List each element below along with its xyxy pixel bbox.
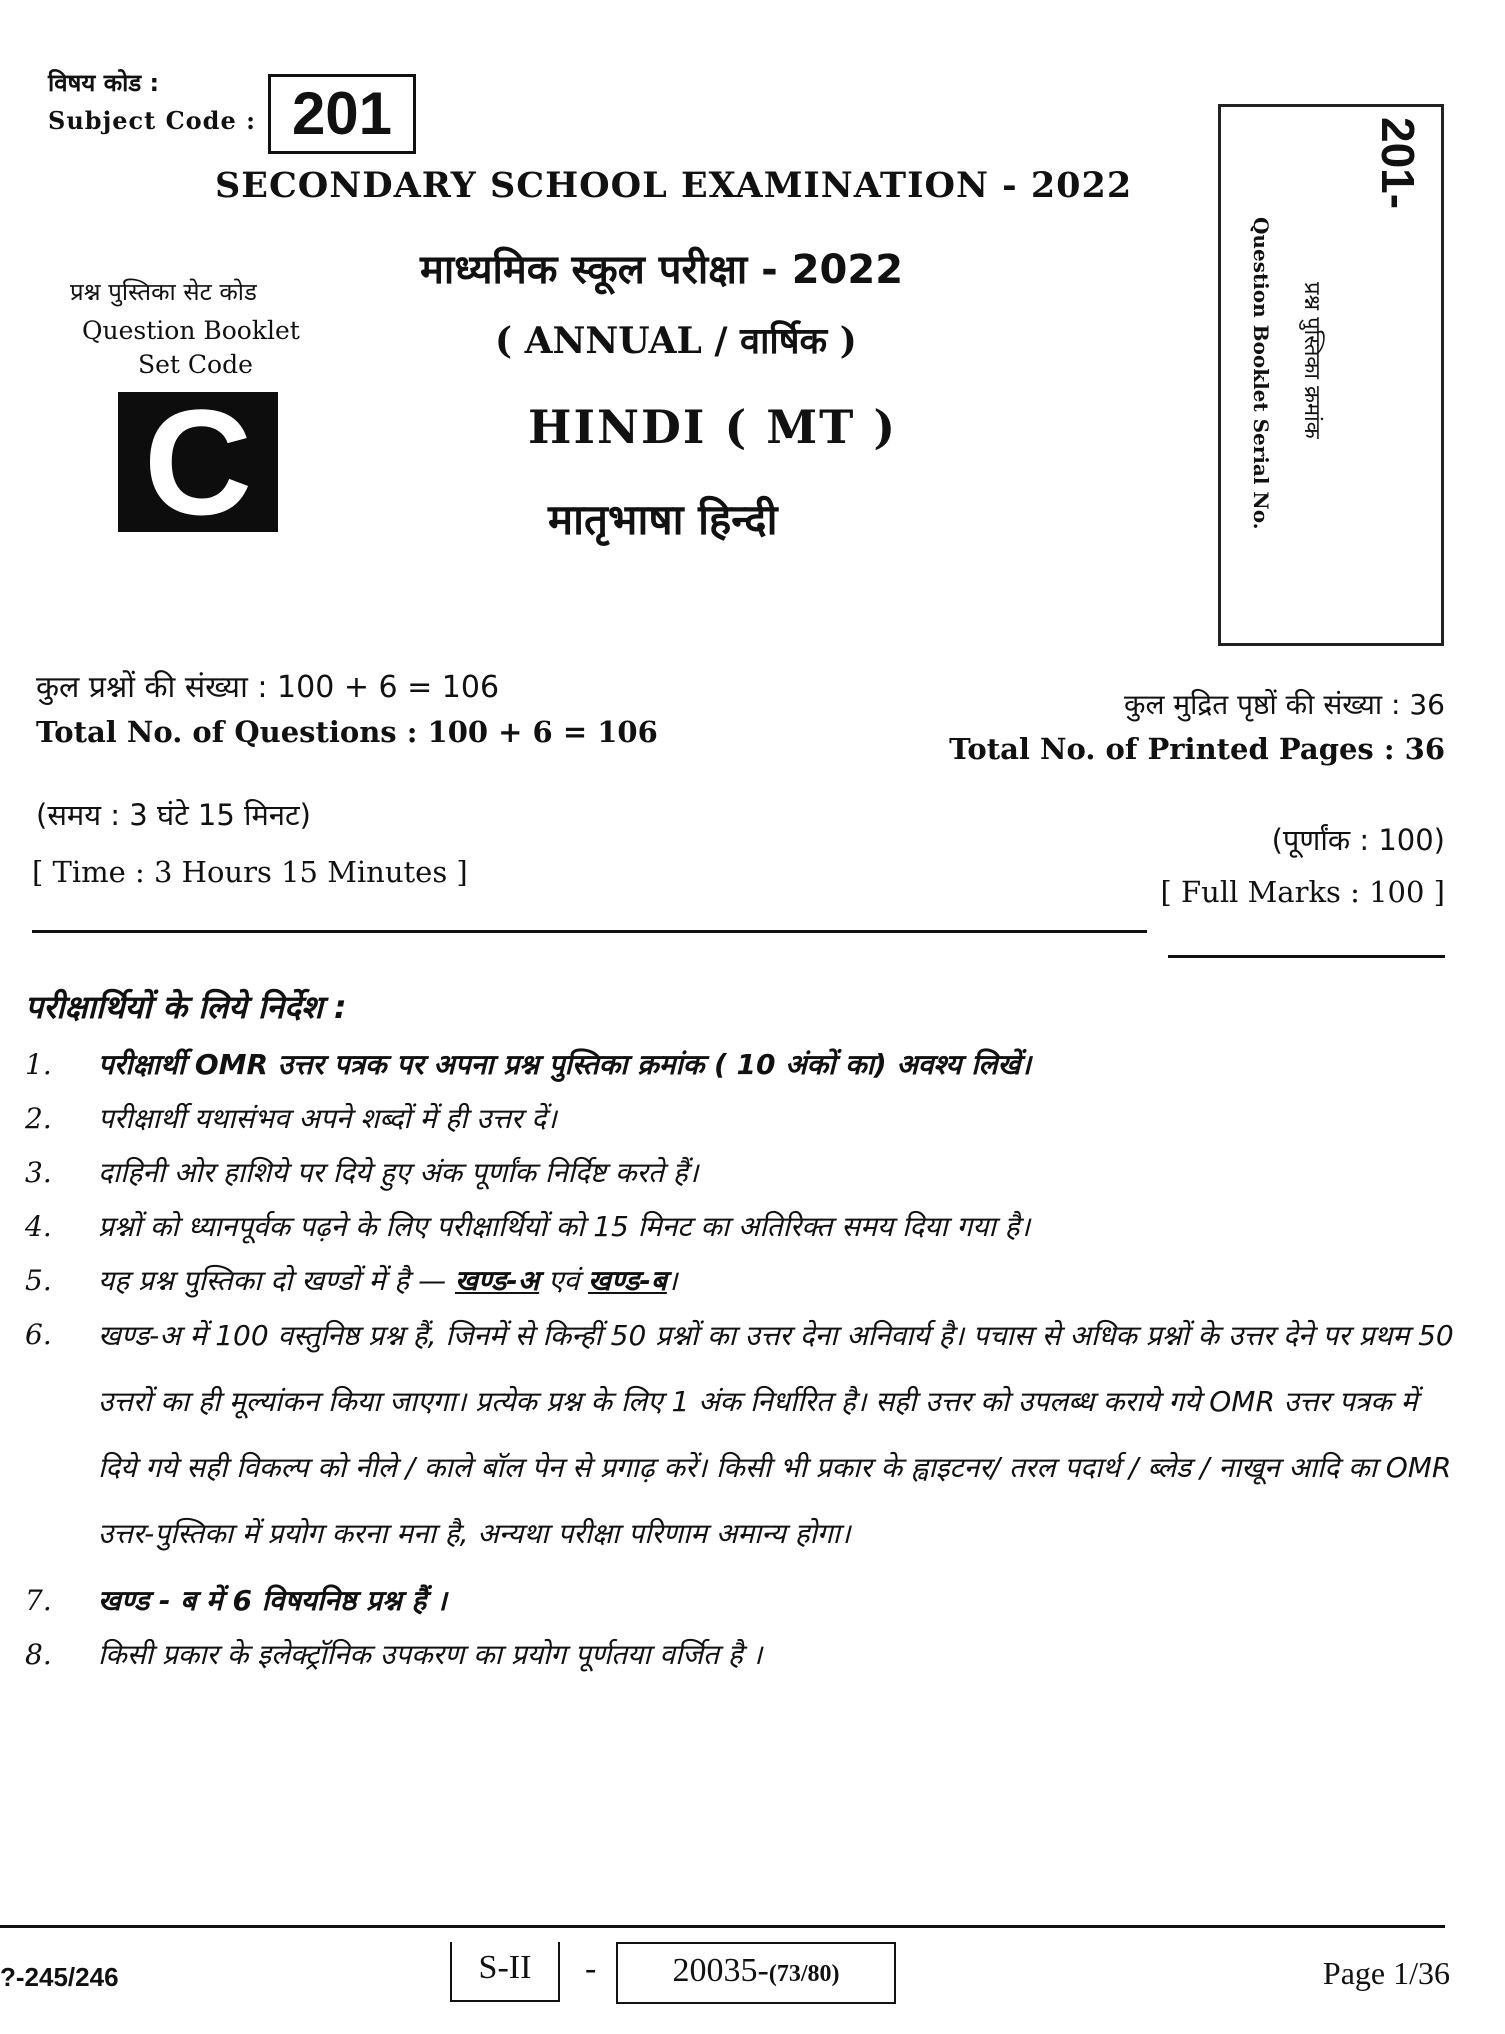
set-code-label-line1: Question Booklet bbox=[82, 316, 300, 345]
instruction-number: 6. bbox=[25, 1318, 52, 1351]
total-pages: Total No. of Printed Pages : 36 bbox=[949, 732, 1445, 766]
subject-code-box: 201 bbox=[268, 74, 416, 154]
exam-title: SECONDARY SCHOOL EXAMINATION - 2022 bbox=[215, 165, 1133, 206]
set-code-label-line2: Set Code bbox=[138, 350, 253, 379]
subject-name-hindi: मातृभाषा हिन्दी bbox=[548, 495, 778, 544]
footer-dash: - bbox=[585, 1950, 597, 1987]
divider bbox=[32, 930, 1147, 933]
instruction-number: 5. bbox=[25, 1264, 52, 1297]
booklet-subcode: (73/80) bbox=[768, 1961, 840, 1987]
serial-number: 201- bbox=[1372, 117, 1424, 210]
serial-number-box bbox=[1218, 104, 1444, 646]
instruction-item bbox=[0, 1261, 1460, 1301]
subject-code-label-hindi: विषय कोड : bbox=[48, 69, 160, 97]
instruction-item bbox=[0, 1153, 1460, 1193]
footer-code: ?-245/246 bbox=[0, 1962, 119, 1992]
text-fragment: । bbox=[666, 1264, 678, 1297]
instruction-number: 3. bbox=[25, 1156, 52, 1189]
instruction-item bbox=[0, 1045, 1460, 1085]
divider bbox=[1168, 955, 1445, 958]
set-code-label-hindi: प्रश्न पुस्तिका सेट कोड bbox=[70, 278, 257, 306]
booklet-code: 20035- bbox=[672, 1952, 769, 1989]
exam-type: ( ANNUAL / वार्षिक ) bbox=[495, 320, 857, 362]
booklet-code-box bbox=[616, 1942, 896, 2004]
footer-divider bbox=[0, 1925, 1445, 1928]
instruction-number: 7. bbox=[25, 1584, 52, 1617]
instruction-item bbox=[0, 1635, 1460, 1675]
time-hindi: (समय : 3 घंटे 15 मिनट) bbox=[36, 798, 311, 832]
instruction-number: 2. bbox=[25, 1102, 52, 1135]
part-a-label: खण्ड-अ bbox=[454, 1264, 540, 1297]
instruction-text bbox=[98, 1261, 1460, 1301]
total-questions-hindi: कुल प्रश्नों की संख्या : 100 + 6 = 106 bbox=[36, 670, 500, 705]
instruction-text: परीक्षार्थी OMR उत्तर पत्रक पर अपना प्रश्न पुस्तिका क्रमांक ( 10 अंकों का) अवश्य लिखें। bbox=[98, 1048, 1032, 1081]
instructions-heading: परीक्षार्थियों के लिये निर्देश : bbox=[25, 988, 347, 1026]
instruction-item bbox=[0, 1207, 1460, 1247]
instruction-text: खण्ड-अ में 100 वस्तुनिष्ठ प्रश्न हैं, जिनमें से किन्हीं 50 प्रश्नों का उत्तर देना अनिवार्य है। पचास से अधिक प्रश्नों के उत्तर देने पर प्रथम 50 उत्तरों का ही मूल्यांकन किया जाएगा। प्रत्येक प्रश्न के लिए 1 अंक निर्धारित है। सही उत्तर को उपलब्ध कराये गये OMR उत्तर पत्रक में दिये गये सही विकल्प को नीले / काले बॉल पेन से प्रगाढ़ करें। किसी भी प्रकार के ह्वाइटनर/ तरल पदार्थ / ब्लेड / नाखून आदि का OMR उत्तर-पुस्तिका में प्रयोग करना मना है, अन्यथा परीक्षा परिणाम अमान्य होगा। bbox=[98, 1319, 1454, 1550]
text-fragment: यह प्रश्न पुस्तिका दो खण्डों में है — bbox=[98, 1264, 455, 1297]
exam-title-hindi: माध्यमिक स्कूल परीक्षा - 2022 bbox=[420, 247, 904, 293]
total-questions: Total No. of Questions : 100 + 6 = 106 bbox=[36, 715, 658, 749]
serial-label-hindi: प्रश्न पुस्तिका क्रमांक bbox=[1299, 282, 1324, 439]
instructions-list bbox=[0, 1045, 1460, 1689]
full-marks: [ Full Marks : 100 ] bbox=[1160, 875, 1445, 909]
instruction-text: परीक्षार्थी यथासंभव अपने शब्दों में ही उत्तर दें। bbox=[98, 1102, 557, 1135]
full-marks-hindi: (पूर्णांक : 100) bbox=[1271, 823, 1445, 857]
page-number: Page 1/36 bbox=[1322, 1955, 1450, 1991]
series-box: S-II bbox=[450, 1942, 560, 2002]
instruction-text: प्रश्नों को ध्यानपूर्वक पढ़ने के लिए परीक्षार्थियों को 15 मिनट का अतिरिक्त समय दिया गया है। bbox=[98, 1210, 1031, 1243]
subject-name: HINDI ( MT ) bbox=[528, 400, 898, 454]
instruction-item bbox=[0, 1581, 1460, 1621]
instruction-number: 1. bbox=[25, 1048, 52, 1081]
serial-label: Question Booklet Serial No. bbox=[1249, 217, 1273, 530]
instruction-text: खण्ड - ब में 6 विषयनिष्ठ प्रश्न हैं । bbox=[98, 1584, 447, 1617]
instruction-number: 4. bbox=[25, 1210, 52, 1243]
part-b-label: खण्ड-ब bbox=[588, 1264, 667, 1297]
subject-code-label: Subject Code : bbox=[48, 106, 256, 135]
set-code-box: C bbox=[118, 392, 278, 532]
instruction-text: किसी प्रकार के इलेक्ट्रॉनिक उपकरण का प्रयोग पूर्णतया वर्जित है । bbox=[98, 1638, 763, 1671]
total-pages-hindi: कुल मुद्रित पृष्ठों की संख्या : 36 bbox=[1124, 688, 1445, 721]
instruction-number: 8. bbox=[25, 1638, 52, 1671]
instruction-text: दाहिनी ओर हाशिये पर दिये हुए अंक पूर्णांक निर्दिष्ट करते हैं। bbox=[98, 1156, 699, 1189]
instruction-item bbox=[0, 1099, 1460, 1139]
instruction-item bbox=[0, 1315, 1460, 1567]
time: [ Time : 3 Hours 15 Minutes ] bbox=[32, 855, 468, 889]
text-fragment: एवं bbox=[539, 1264, 589, 1297]
